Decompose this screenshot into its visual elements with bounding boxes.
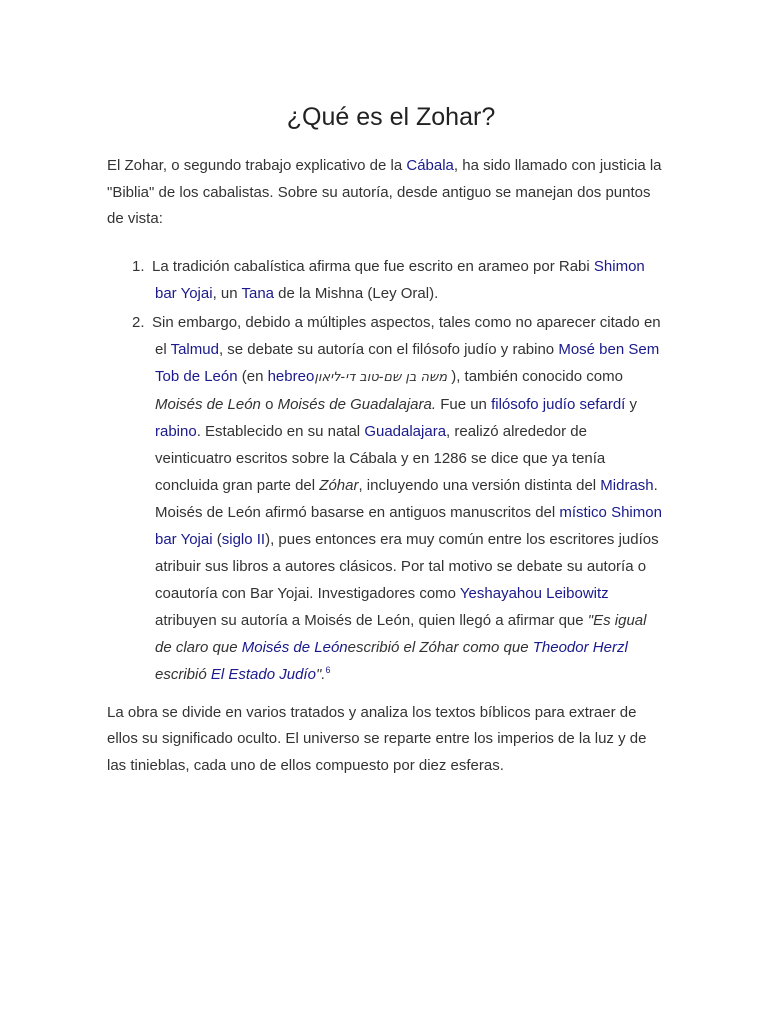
link-theodor-herzl[interactable]: Theodor Herzl	[532, 638, 628, 656]
list-text: , se debate su autoría con el filósofo judío y rabino	[218, 340, 559, 358]
link-midrash[interactable]: Midrash	[600, 476, 654, 494]
quote-text: escribió el Zóhar como que	[347, 638, 533, 656]
italic-name: Moisés de Guadalajara.	[277, 395, 437, 413]
intro-text: El Zohar, o segundo trabajo explicativo de la	[107, 157, 407, 174]
list-text: , incluyendo una versión distinta del	[358, 476, 601, 494]
list-item	[107, 253, 667, 307]
list-text: o	[260, 395, 278, 413]
list-text: . Moisés de León afirmó basarse en antiguos manuscritos del	[155, 476, 658, 521]
list-text: (en	[237, 367, 268, 385]
list-text: . Establecido en su natal	[196, 422, 365, 440]
list-text: y	[625, 395, 637, 413]
link-talmud[interactable]: Talmud	[170, 340, 219, 358]
list-text: de la Mishna (Ley Oral).	[274, 284, 439, 302]
list-item	[107, 309, 667, 688]
hebrew-name: משה בן שם-טוב די-ליאון	[314, 369, 452, 385]
list-number: 2.	[132, 313, 145, 331]
link-mose-ben-sem-tob[interactable]: Mosé ben Sem Tob de León	[155, 340, 660, 385]
link-hebreo[interactable]: hebreo	[267, 367, 315, 385]
outro-paragraph: La obra se divide en varios tratados y analiza los textos bíblicos para extraer de ellos su significado oculto. El universo se reparte entre los imperios de la luz y de las tinieblas, cada uno de ellos compuesto por diez esferas.	[107, 703, 647, 774]
list-text: , un	[212, 284, 242, 302]
list-text: , realizó alrededor de veinticuatro escritos sobre la Cábala y en 1286 se dice que ya tenía concluida gran parte del	[155, 422, 606, 494]
italic-name: Moisés de León	[155, 395, 261, 413]
intro-paragraph	[107, 153, 667, 233]
link-el-estado-judio[interactable]: El Estado Judío	[210, 665, 316, 683]
italic-name: Zóhar	[319, 476, 359, 494]
intro-text: , ha sido llamado con justicia la "Biblia" de los cabalistas. Sobre su autoría, desde antiguo se manejan dos puntos de vista:	[107, 157, 662, 227]
list-number: 1.	[132, 257, 145, 275]
list-text: Sin embargo, debido a múltiples aspectos, tales como no aparecer citado en el	[152, 313, 661, 358]
link-tana[interactable]: Tana	[241, 284, 275, 302]
quote-text: "Es igual de claro que	[155, 611, 647, 656]
link-cabala[interactable]: Cábala	[406, 157, 454, 174]
list-text: ), también conocido como	[451, 367, 623, 385]
link-siglo-ii[interactable]: siglo II	[221, 530, 266, 548]
document-page	[107, 100, 667, 779]
link-yeshayahou-leibowitz[interactable]: Yeshayahou Leibowitz	[459, 584, 609, 602]
link-rabino[interactable]: rabino	[155, 422, 197, 440]
page-title: ¿Qué es el Zohar?	[286, 103, 496, 131]
link-filosofo-judio-sefardi[interactable]: filósofo judío sefardí	[491, 395, 626, 413]
list-text: ), pues entonces era muy común entre los escritores judíos atribuir sus libros a autores clásicos. Por tal motivo se debate su autoría o coautoría con Bar Yojai. Investigadores como	[155, 530, 659, 602]
list-text: (	[212, 530, 222, 548]
quote-text: escribió	[155, 665, 211, 683]
quote-text: ".	[315, 665, 326, 683]
list-text: atribuyen su autoría a Moisés de León, quien llegó a afirmar que	[155, 611, 588, 629]
link-guadalajara[interactable]: Guadalajara	[364, 422, 447, 440]
list-text: La tradición cabalística afirma que fue escrito en arameo por Rabi	[152, 257, 594, 275]
link-moises-de-leon[interactable]: Moisés de León	[241, 638, 348, 656]
link-mistico-shimon[interactable]: místico Shimon bar Yojai	[155, 503, 662, 548]
footnote-reference[interactable]: 6	[325, 664, 331, 675]
authorship-list	[107, 253, 667, 688]
list-text: Fue un	[436, 395, 492, 413]
link-shimon-bar-yojai[interactable]: Shimon bar Yojai	[155, 257, 645, 302]
